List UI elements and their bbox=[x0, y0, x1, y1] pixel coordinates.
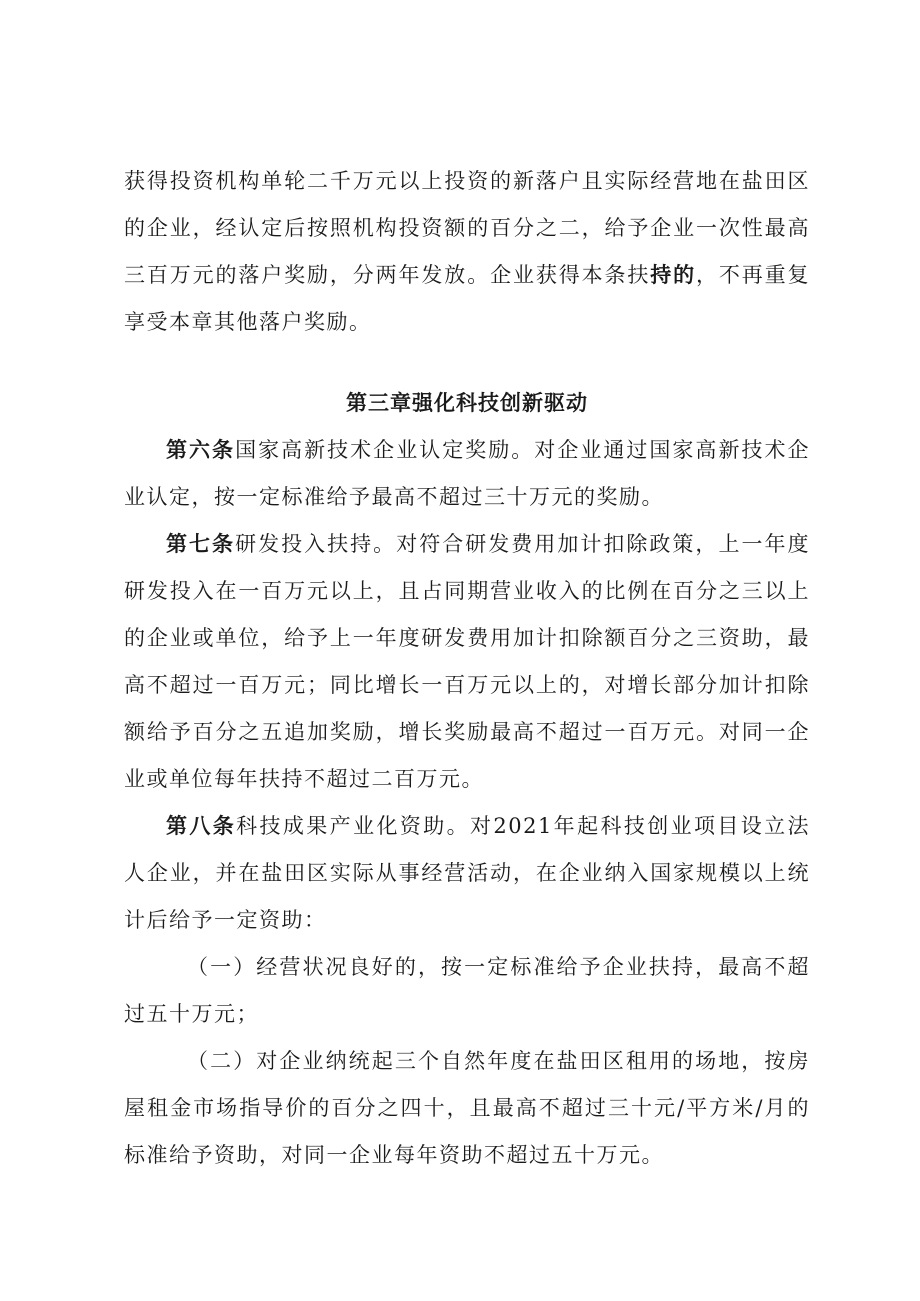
intro-text-bold: 持的 bbox=[650, 263, 696, 287]
chapter-heading: 第三章强化科技创新驱动 bbox=[346, 391, 588, 415]
article-7-paragraph bbox=[124, 521, 810, 803]
intro-text-a: 获得投资机构单轮二千万元以上投资的新落户且实际经营地在盐田区的企业，经认定后按照机构投资额的百分之二，给予企业一次性最高三百万元的落户奖励，分两年发放。企业获得本条扶 bbox=[124, 169, 810, 287]
article-7-label: 第七条 bbox=[166, 532, 236, 556]
article-6-label: 第六条 bbox=[166, 438, 236, 462]
intro-text-b: ，不再重复享受本章其他落户奖励。 bbox=[124, 263, 811, 334]
article-7-text: 研发投入扶持。对符合研发费用加计扣除政策，上一年度研发投入在一百万元以上，且占同期营业收入的比例在百分之三以上的企业或单位，给予上一年度研发费用加计扣除额百分之三资助，最高不超过一百万元；同比增长一百万元以上的，对增长部分加计扣除额给予百分之五追加奖励，增长奖励最高不超过一百万元。对同一企业或单位每年扶持不超过二百万元。 bbox=[124, 532, 811, 791]
article-8-item-1: （一）经营状况良好的，按一定标准给予企业扶持，最高不超过五十万元； bbox=[124, 955, 810, 1026]
article-8-label: 第八条 bbox=[166, 814, 237, 838]
article-8-text: 科技成果产业化资助。对2021年起科技创业项目设立法人企业，并在盐田区实际从事经营活动，在企业纳入国家规模以上统计后给予一定资助： bbox=[124, 814, 810, 932]
article-8-item-2: （二）对企业纳统起三个自然年度在盐田区租用的场地，按房屋租金市场指导价的百分之四十，且最高不超过三十元/平方米/月的标准给予资助，对同一企业每年资助不超过五十万元。 bbox=[124, 1049, 810, 1167]
article-6-text: 国家高新技术企业认定奖励。对企业通过国家高新技术企业认定，按一定标准给予最高不超过三十万元的奖励。 bbox=[124, 438, 811, 509]
article-8-paragraph bbox=[124, 803, 810, 944]
document-page bbox=[124, 158, 810, 1179]
intro-paragraph bbox=[124, 158, 810, 346]
article-6-paragraph bbox=[124, 427, 810, 521]
